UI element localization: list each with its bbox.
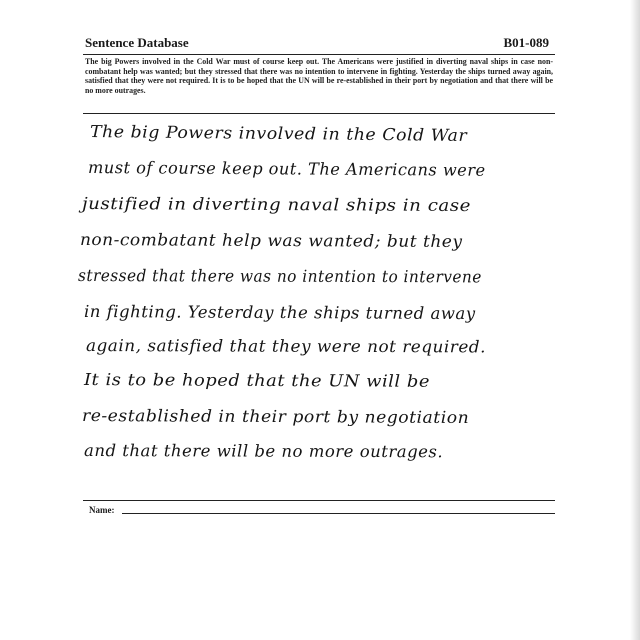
handwritten-line: and that there will be no more outrages. bbox=[83, 441, 444, 462]
form-title: Sentence Database bbox=[85, 35, 189, 50]
handwritten-line: non-combatant help was wanted; but they bbox=[79, 230, 463, 252]
handwritten-line: The big Powers involved in the Cold War bbox=[89, 122, 468, 145]
form-code: B01-089 bbox=[503, 35, 549, 50]
handwritten-line: in fighting. Yesterday the ships turned away bbox=[83, 302, 476, 324]
header-rule-top bbox=[83, 54, 555, 55]
handwritten-line: It is to be hoped that the UN will be bbox=[83, 370, 430, 391]
handwritten-line: justified in diverting naval ships in case bbox=[81, 194, 472, 216]
handwritten-line: re-established in their port by negotiation bbox=[81, 406, 470, 428]
handwritten-line: again, satisfied that they were not required. bbox=[85, 336, 486, 357]
handwritten-line: must of course keep out. The Americans were bbox=[87, 158, 486, 180]
form-header bbox=[83, 33, 553, 53]
handwritten-line: stressed that there was no intention to intervene bbox=[77, 266, 482, 287]
header-rule-bottom bbox=[83, 113, 555, 114]
printed-prompt-text: The big Powers involved in the Cold War must of course keep out. The Americans were justified in diverting naval ships in case non-combatant help was wanted; but they stressed that there was no intention to intervene in fighting. Yesterday the ships turned away again, satisfied that they were not required. It is to be hoped that the UN will be re-established in their port by negotiation and that there will be no more outrages. bbox=[85, 57, 553, 95]
name-line bbox=[122, 513, 555, 514]
scan-edge-shadow bbox=[630, 0, 640, 640]
footer-rule bbox=[83, 500, 555, 501]
name-label: Name: bbox=[89, 505, 115, 515]
